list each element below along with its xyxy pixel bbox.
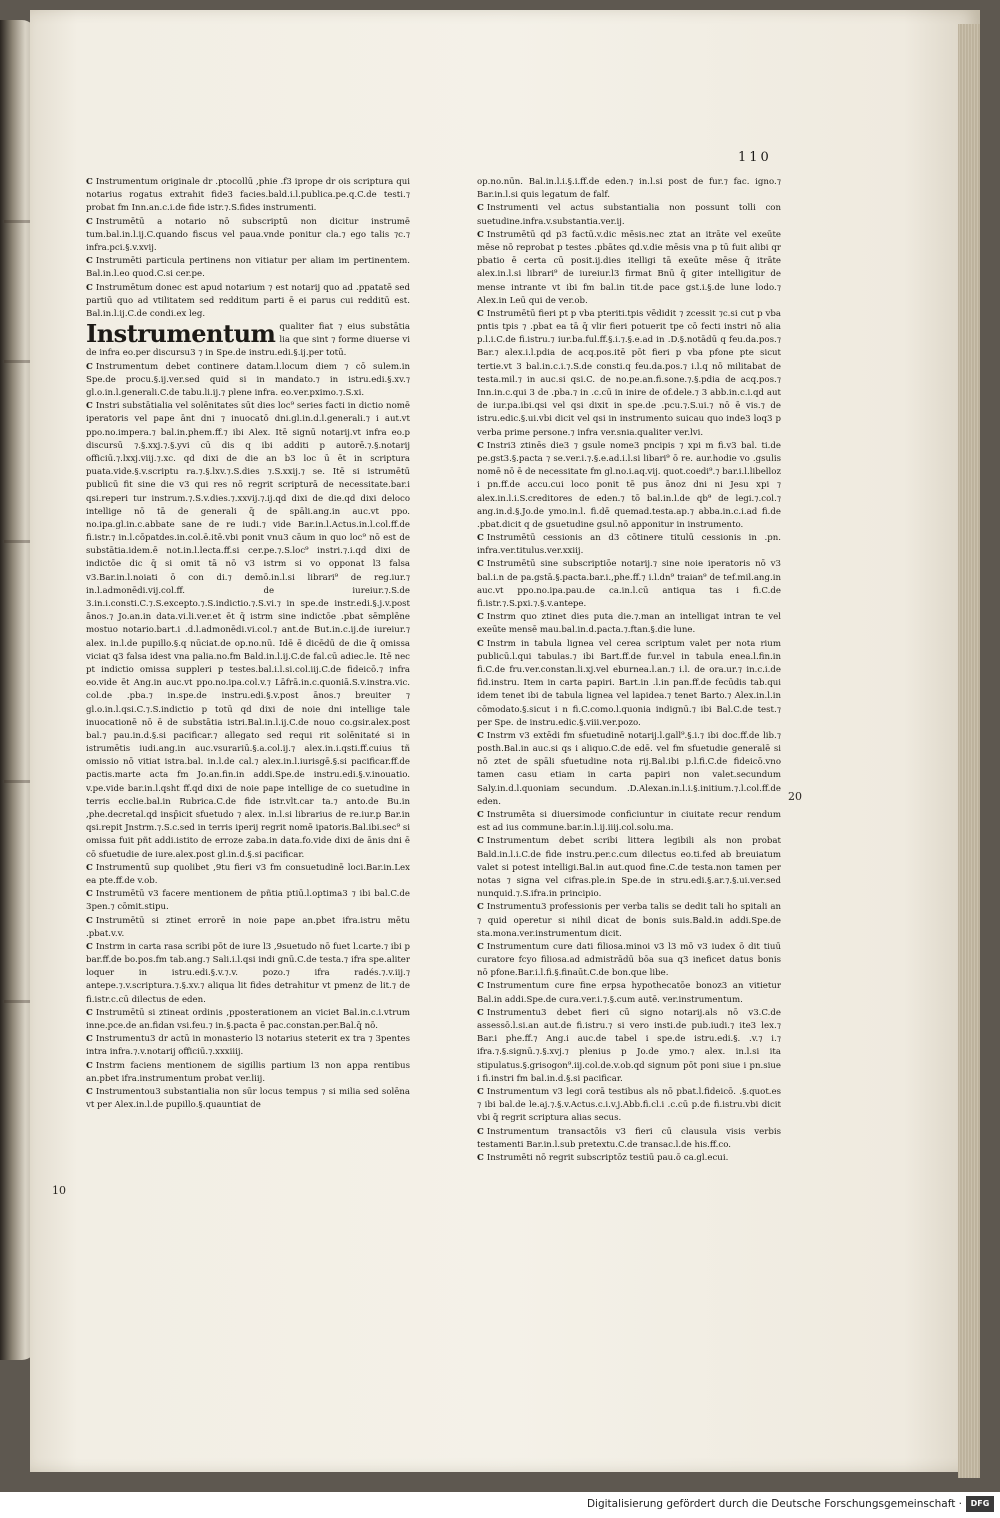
margin-line-number: 20 — [788, 790, 802, 803]
text-entry — [86, 862, 410, 888]
entry-text: Instrumēti particula pertinens non vitiatur per aliam im pertinentem. Bal.in.l.eo quod.C.si cer.pe. — [86, 256, 410, 280]
paragraph-mark-icon: C — [86, 889, 93, 900]
entry-text: Instrumentū sup quolibet ,9tu fieri v3 fm consuetudinē loci.Bar.in.Lex ea pte.ff.de v.ob. — [86, 862, 410, 886]
entry-text: Instrm in carta rasa scribi pōt de iure l3 ,9suetudo nō fuet l.carte.⁊ ibi p bar.ff.de bo.pos.fm tab.ang.⁊ Sali.i.l.qsi indi gnū.C.de testa.⁊ ifra spe.aliter loquer in istru.edi.§.v.⁊.v. pozo.⁊ ifra radés.⁊.v.iij.⁊ antepe.⁊.v.scriptura.⁊.§.xv.⁊ aliqua lit fides detrahitur vt pmenz de lit.⁊ de fi.istr.c.cū dilectus de eden. — [86, 941, 410, 1005]
entry-text: op.no.nūn. Bal.in.l.i.§.i.ff.de eden.⁊ in.l.si post de fur.⁊ fac. igno.⁊ Bar.in.l.si quis legatum de falf. — [477, 177, 781, 201]
footer-bar — [0, 1492, 1000, 1518]
text-entry — [477, 1152, 781, 1165]
paragraph-mark-icon: C — [86, 1086, 93, 1097]
text-entry — [86, 1033, 410, 1059]
text-entry — [477, 638, 781, 730]
entry-text: Instrumentou3 substantialia non sūr locus tempus ⁊ si milia sed solēna vt per Alex.in.l.de pupillo.§.quauntiat de — [86, 1086, 410, 1111]
paragraph-mark-icon: C — [86, 177, 93, 187]
text-entry — [86, 282, 410, 322]
paragraph-mark-icon: C — [86, 216, 93, 227]
right-text-column — [477, 176, 781, 1165]
entry-text: Instrumētū qd p3 factū.v.dic mēsis.nec ztat an itrāte vel exeūte mēse nō reprobat p testes .pbātes qd.v.die mēsis vna p tū fuit alibi qr pbatio ē certa cū posit.ij.dies itelligi tā exeūte mēse q̄ itrāte alex.in.l.si librari⁹ de iureiur.l3 firmat Bnū q̄ giter intelligitur de mense intrante vt ibi fm bal.in tit.de pace gst.i.§.de lune lodo.⁊ Alex.in Leū qui de ver.ob. — [477, 229, 781, 306]
paragraph-mark-icon: C — [477, 440, 484, 451]
text-entry — [86, 400, 410, 862]
paragraph-mark-icon: C — [86, 1034, 93, 1045]
paragraph-mark-icon: C — [86, 915, 93, 926]
entry-text: Instrumēti nō regrit subscriptōz testiū pau.ō ca.gl.ecui. — [486, 1152, 729, 1163]
text-entry — [86, 361, 410, 401]
text-entry — [86, 1007, 410, 1033]
entry-text: Instrumētū si ztineat ordinis ,pposterationem an viciet Bal.in.c.i.vtrum inne.pce.de an.fidan vsi.feu.⁊ in.§.pacta ē pac.constan.per.Bal.q̄ nō. — [86, 1007, 410, 1031]
paragraph-mark-icon: C — [477, 981, 484, 992]
paragraph-mark-icon: C — [477, 836, 484, 847]
text-entry — [86, 1060, 410, 1086]
entry-text: Instrumentu3 professionis per verba talis se dedit tali ho spitali an ⁊ quid operetur si nihil dicat de bonis suis.Bald.in addi.Spe.de sta.mona.ver.instrumentum dicit. — [477, 902, 781, 939]
text-entry — [477, 202, 781, 228]
text-entry — [477, 1007, 781, 1086]
entry-text: Instrm quo ztinet dies puta die.⁊.man an intelligat intran te vel exeūte mensē mau.bal.in.d.pacta.⁊.ftan.§.die lune. — [477, 612, 781, 636]
paragraph-mark-icon: C — [477, 308, 484, 319]
entry-text: Instrumētū v3 facere mentionem de pñtia ptiū.l.optima3 ⁊ ibi bal.C.de 3pen.⁊ cōmit.stipu. — [86, 889, 410, 913]
entry-text: Instrumentum debet scribi littera legibili als non probat Bald.in.l.i.C.de fide instru.per.c.cum dilectus eo.ti.fed ab breuiatum valet si potest intelligi.Bal.in aut.quod fine.C.de testa.non tamen per notas ⁊ signa vel cifras.ple.in Spe.de in stru.edi.§.ar.⁊.§.ui.ver.sed nunquid.⁊.S.ifra.in principio. — [477, 836, 781, 900]
text-entry — [86, 1086, 410, 1112]
entry-text: Instrm v3 extēdi fm sfuetudinē notarij.l.gall⁹.§.i.⁊ ibi doc.ff.de lib.⁊ posth.Bal.in auc.si qs i aliquo.C.de edē. vel fm sfuetudie generalē si nō ztet de spāli sfuetudine nota rij.Bal.ibi p.l.fi.C.de fideicō.vno tamen casu etiam in carta papiri non valet.secundum Saly.in.d.l.quoniam secundum. .D.Alexan.in.l.i.§.initium.⁊.l.col.ff.de eden. — [477, 730, 781, 807]
text-entry — [86, 941, 410, 1007]
entry-text: Instri3 ztinēs die3 ⁊ gsule nome3 pncipis ⁊ xpi m fi.v3 bal. ti.de pe.gst3.§.pacta ⁊ se.ver.i.⁊.§.e.ad.i.l.si libari⁹ ō re. aur.hodie vo .gsulis nomē nō ē de necessitate fm gl.no.i.aq.vij. quot.coedi⁹.⁊ bar.i.l.libelloz i pn.ff.de accu.cui loco ponit tē pus ānoz dni ni Jesu xpi ⁊ alex.in.l.i.S.creditores de eden.⁊ tō bal.in.l.de qb⁹ de legi.⁊.col.⁊ ang.in.d.§.Jo.de ymo.in.l. fi.dē quemad.testa.ap.⁊ abba.in.c.i.ad fi.de .pbat.dicit q de gsuetudine gsul.nō apponitur in instrumento. — [477, 440, 781, 530]
paragraph-mark-icon: C — [86, 1007, 93, 1018]
text-entry — [477, 611, 781, 637]
entry-text: Instrumentu3 debet fieri cū signo notarij.als nō v3.C.de assessō.l.si.an aut.de fi.istru.⁊ si vero insti.de pub.iudi.⁊ ite3 lex.⁊ Bar.i phe.ff.⁊ Ang.i auc.de tabel i spe.de istru.edi.§. .v.⁊ i.⁊ ifra.⁊.§.signū.⁊.§.xvj.⁊ plenius p Jo.de ymo.⁊ alex. in.l.si ita stipulatus.§.grisogon⁹.iij.col.de.v.ob.qd signum pōt poni siue i pn.siue i fi.instri fm bal.in.d.§.si pacificar. — [477, 1007, 781, 1084]
paragraph-mark-icon: C — [477, 730, 484, 741]
entry-text: Instrumētū fieri pt p vba pteriti.tpis vēdidit ⁊ zcessit ⁊c.si cut p vba pntis tpis ⁊ .pbat ea tā q̄ vlir fieri potuerit tpe cō fecti instri nō alia p.l.i.C.de fi.istru.⁊ iur.ba.ful.ff.§.i.⁊.§.e.ad in .D.§.notādū q feu.da.pos.⁊ Bar.⁊ alex.i.l.pdia de acq.pos.itē pōt fieri p vba pfone pte sicut tertie.vt 3 bal.in.c.i.⁊.S.de consti.q feu.da.pos.⁊ i.l.q nō militabat de testa.mil.⁊ in auc.si qsi.C. de no.pe.an.fi.sone.⁊.§.pdia de acq.pos.⁊ Inn.in.c.qui 3 de .pba.⁊ in .c.cū in inire de of.dele.⁊ 3 abb.in.c.i.qd aut de iur.pa.ibi.qsi vel qsi dixit in spe.de .pcu.⁊.S.ui.⁊ nō ē vis.⁊ de istru.edic.§.ui.vbi dicit vel qsi in instrumento suicau quo inde3 loq3 p verba prime persone.⁊ infra ver.snia.qualiter ver.lvi. — [477, 308, 781, 438]
text-entry — [86, 888, 410, 914]
paragraph-mark-icon: C — [477, 1152, 484, 1163]
text-entry — [477, 532, 781, 558]
folio-number: 110 — [738, 150, 772, 165]
text-entry — [86, 915, 410, 941]
text-entry — [477, 176, 781, 202]
entry-text: Instrumentum originale dr .ptocollū ,phie .f3 iprope dr ois scriptura qui notarius rogatus extrahit fide3 facies.bald.i.l.publica.pe.q.C.de testi.⁊ probat fm Inn.an.c.i.de fide istr.⁊.S.fides instrumenti. — [86, 177, 410, 214]
dfg-logo: DFG — [966, 1496, 994, 1512]
paragraph-mark-icon: C — [477, 941, 484, 952]
paragraph-mark-icon: C — [477, 638, 484, 649]
entry-text: Instrumentu3 dr actū in monasterio l3 notarius steterit ex tra ⁊ 3pentes intra infra.⁊.v.notarij officiū.⁊.xxxiiij. — [86, 1034, 410, 1058]
entry-text: Instrm faciens mentionem de sigillis partium l3 non appa rentibus an.pbet ifra.instrumentum probat ver.liij. — [86, 1060, 410, 1084]
text-entry — [86, 255, 410, 281]
entry-text: Instrumētū si ztinet errorē in noie pape an.pbet ifra.istru mētu .pbat.v.v. — [86, 915, 410, 939]
entry-text: Instrumentum debet continere datam.l.locum diem ⁊ cō sulem.in Spe.de procu.§.ij.ver.sed quid si in mandato.⁊ in istru.edi.§.xv.⁊ gl.o.in.l.generali.C.de tabu.li.ij.⁊ plene infra. eo.ver.pximo.⁊.S.xi. — [86, 361, 410, 398]
paragraph-mark-icon: C — [477, 229, 484, 240]
paragraph-mark-icon: C — [477, 810, 484, 820]
text-entry — [477, 308, 781, 440]
entry-text: Instrumētū sine subscriptiōe notarij.⁊ sine noie iperatoris nō v3 bal.i.n de pa.gstā.§.pacta.bar.i.,phe.ff.⁊ i.l.dn⁹ traian⁹ de tef.mil.ang.in auc.vt ppo.no.ipa.pau.de ca.in.l.cū antiqua tas i fi.C.de fi.istr.⁊.S.pxi.⁊.§.v.antepe. — [477, 559, 781, 609]
text-entry — [477, 835, 781, 901]
paragraph-mark-icon: C — [477, 203, 484, 214]
section-heading: Instrumentum — [86, 319, 276, 349]
page-fore-edge — [958, 24, 980, 1478]
paragraph-mark-icon: C — [477, 1126, 484, 1137]
entry-text: Instri substātialia vel solēnitates sūt dies loc⁹ series facti in dictio nomē iperatoris vel pape ānt dni ⁊ inuocatō dni.gl.in.d.l.generali.⁊ i aut.vt ppo.no.impera.⁊ bal.in.phem.ff.⁊ ibi Alex. Itē signū notarij.vt infra eo.p discursū ⁊.§.xxj.⁊.§.yvi cū dis q ibi additi p autorē.⁊.§.notarij officiū.⁊.lxxj.viij.⁊.xc. qd dixi de die an b3 loc ū ēt in scriptura puata.vide.§.v.scriptu ra.⁊.§.lxv.⁊.S.dies ⁊.S.xxij.⁊ se. Itē si istrumētū publicū fit sine die v3 qui res nō regrit scripturā de necessitate.bar.i qsi.reperi tur instrum.⁊.S.v.dies.⁊.xxvij.⁊.ij.qd dixi de die.qd dixi deloco intellige nō tā de generali q̄ de spāli.ang.in auc.vt ppo. no.ipa.gl.in.c.abbate sane de re iudi.⁊ vide Bar.in.l.Actus.in.l.col.ff.de fi.istr.⁊ in.l.cōpatdes.in.col.ē.itē.vbi ponit vnu3 cāum in quo loc⁹ nō est de substātia.idem.ē not.in.l.lecta.ff.si cer.pe.⁊.S.loc⁹ instri.⁊.i.qd dixi de indictōe dic q̄ si omit tā nō v3 istrm si vo opponat l3 falsa v3.Bar.in.l.noiati ō con di.⁊ demō.in.l.si librari⁹ de reg.iur.⁊ in.l.admonēdi.vij.col.ff. de iureiur.⁊.S.de 3.in.i.consti.C.⁊.S.excepto.⁊.S.indictio.⁊.S.vi.⁊ in spe.de instr.edi.§.j.v.post ānos.⁊ Jo.an.in data.vi.li.ver.et ēt q̄ istrm sine indictōe .pbat sēmplēne mostuo notario.bart.i .d.l.admonēdi.vi.col.⁊ ant.de But.in.c.ij.de iureiur.⁊ alex. in.l.de pupillo.§.q nūciat.de op.no.nū. Idē ē dicēdū de die q̄ omissa viciat q3 falsa idest vna palia.no.fm Bald.in.l.ij.C.de fal.cū adiec.le. Itē nec pt indictio omissa suppleri p testes.bal.i.l.si.col.iij.C.de fideicō.⁊ infra eo.vide ēt Ang.in auc.vt ppo.no.ipa.col.v.⁊ Lāfrā.in.c.quoniā.S.v.instra.vic. col.de .pba.⁊ in.spe.de instru.edi.§.v.post ānos.⁊ breuiter ⁊ gl.o.in.l.qsi.C.⁊.S.indictio p totū qd dixi de noie dni intellige tale inuocationē nō ē de substātia istri.Bal.in.l.ij.C.de nouo co.gsir.alex.post bal.⁊ pau.in.d.§.si pacificar.⁊ allegato sed requi rit solēnitaté si in istrumētis iudi.ang.in auc.vsurariū.§.a.col.ij.⁊ alex.in.i.qsti.ff.cuius tñ omissio nō vitiat istra.bal. in.l.de cal.⁊ alex.in.l.iurisgē.§.si pacificar.ff.de pactis.marte acta fm Jo.an.fin.in addi.Spe.de instru.edi.§.v.inouatio. v.pe.vide bar.in.l.qsht ff.qd dixi de noie pape intellige de co suetudine in terris ecclie.bal.in Rubrica.C.de fide istr.vlt.car ta.⁊ anto.de Bu.in ,phe.decretal.qd insp̄icit sfuetudo ⁊ alex. in.l.si librarius de re.iur.p Bar.in qsi.repit Jnstrm.⁊.S.c.sed in terris iperij regrit nomē ipatoris.Bal.ibi.sec⁹ si omissa fuit pñt addi.istito de erroze zaba.in data.fo.vide dixi de ānis dni ē cō sfuetudie de iure.alex.post gl.in.d.§.si pacificar. — [86, 401, 410, 860]
paragraph-mark-icon: C — [86, 401, 93, 412]
paragraph-mark-icon: C — [86, 256, 93, 267]
text-entry — [477, 558, 781, 611]
text-entry — [477, 980, 781, 1006]
text-entry — [477, 941, 781, 981]
margin-line-number: 10 — [52, 1184, 66, 1197]
paragraph-mark-icon: C — [86, 361, 93, 372]
entry-text: Instrumētū a notario nō subscriptū non dicitur instrumē tum.bal.in.l.ij.C.quando fiscus vel paua.vnde ponitur cla.⁊ ego talis ⁊c.⁊ infra.pci.§.v.xvij. — [86, 216, 410, 253]
paragraph-mark-icon: C — [86, 862, 93, 873]
text-entry — [477, 1086, 781, 1126]
entry-text: Instrumenti vel actus substantialia non possunt tolli con suetudine.infra.v.substantia.ver.ij. — [477, 203, 781, 227]
text-entry — [477, 901, 781, 941]
left-text-column — [86, 176, 410, 1112]
entry-text: Instrumētū cessionis an d3 cōtinere titulū cessionis in .pn. infra.ver.titulus.ver.xxiij. — [477, 533, 781, 557]
paragraph-mark-icon: C — [86, 1060, 93, 1071]
text-entry — [477, 1126, 781, 1152]
text-entry — [477, 440, 781, 532]
paragraph-mark-icon: C — [86, 282, 93, 293]
text-entry — [477, 809, 781, 835]
entry-text: qualiter fiat ⁊ eius substātia lia que sint ⁊ forme diuerse vi de infra eo.per discursu3 ⁊ in Spe.de instru.edi.§.ij.per totū. — [86, 322, 410, 359]
paragraph-mark-icon: C — [477, 1086, 484, 1097]
text-entry — [86, 176, 410, 216]
text-entry — [477, 229, 781, 308]
text-entry — [477, 730, 781, 809]
entry-text: Instrumentum cure fine erpsa hypothecatōe bonoz3 an vitietur Bal.in addi.Spe.de cura.ver.i.⁊.§.cum autē. ver.instrumentum. — [477, 981, 781, 1005]
paragraph-mark-icon: C — [477, 612, 484, 623]
text-entry — [86, 321, 410, 361]
entry-text: Instrumentum v3 legi corā testibus als nō pbat.l.fideicō. .§.quot.es ⁊ ibi bal.de le.aj.⁊.§.v.Actus.c.i.v.j.Abb.fi.cl.i .c.cū p.de fi.istru.vbi dicit vbi q̄ regrit scriptura alias secus. — [477, 1086, 781, 1124]
paragraph-mark-icon: C — [477, 1007, 484, 1018]
text-entry — [86, 216, 410, 256]
entry-text: Instrumentum transactōis v3 fieri cū clausula visis verbis testamenti Bar.in.l.sub pretextu.C.de transac.l.de his.ff.co. — [477, 1126, 781, 1150]
paragraph-mark-icon: C — [477, 533, 484, 544]
paragraph-mark-icon: C — [477, 902, 484, 913]
entry-text: Instrumentum cure dati filiosa.minoi v3 l3 mō v3 iudex ō dit tiuū curatore fcyo filiosa.ad admistrādū bōa sua q3 ineficet datus bonis nō pfone.Bar.i.l.fi.§.finaūt.C.de bon.que libe. — [477, 941, 781, 979]
paragraph-mark-icon: C — [86, 941, 93, 952]
funding-credit: Digitalisierung gefördert durch die Deutsche Forschungsgemeinschaft · — [586, 1498, 962, 1510]
entry-text: Instrm in tabula lignea vel cerea scriptum valet per nota rium publicū.l.qui tabulas.⁊ ibi Bart.ff.de fur.vel in tabula enea.l.fin.in fi.C.de fru.ver.constan.li.xj.vel eburnea.l.an.⁊ i.l. de ora.ur.⁊ in.c.i.de fid.instru. Item in carta papiri. Bart.in .l.in pan.ff.de fecūdis tab.qui idem tenet ibi de tabula lignea vel lapidea.⁊ tenet Barto.⁊ Alex.in.l.in cōmodato.§.sicut i n fi.C.como.l.quonia indignū.⁊ ibi Bal.C.de test.⁊ per Spe. de instru.edic.§.viii.ver.pozo. — [477, 638, 781, 728]
paragraph-mark-icon: C — [477, 559, 484, 570]
entry-text: Instrumēta si diuersimode conficiuntur in ciuitate recur rendum est ad ius commune.bar.in.l.ij.iiij.col.solu.ma. — [477, 810, 781, 834]
entry-text: Instrumētum donec est apud notarium ⁊ est notarij quo ad .ppatatē sed partiū quo ad vtilitatem sed redditum parti ē ei parus cui redditū est. Bal.in.l.ij.C.de condi.ex leg. — [86, 282, 410, 319]
